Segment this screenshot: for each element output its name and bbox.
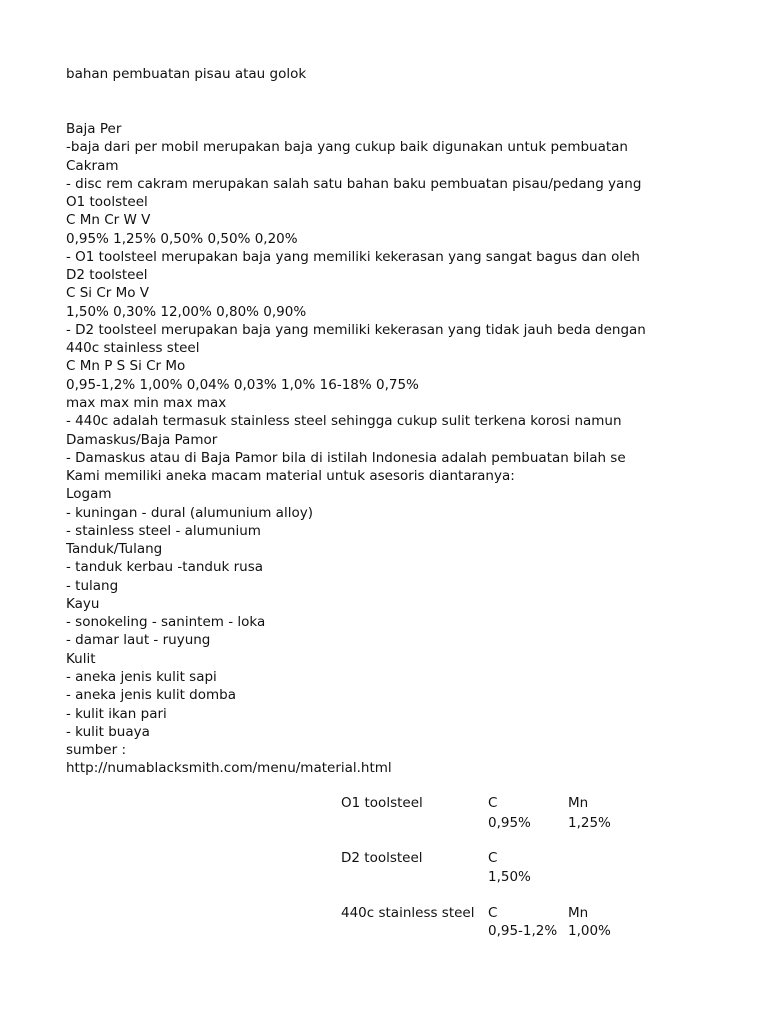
table-header-cell: Mn [568,795,589,811]
table-header-cell: C [488,850,498,866]
text-line: - aneka jenis kulit sapi [66,668,217,685]
text-line: C Si Cr Mo V [66,285,150,302]
text-line: - damar laut - ruyung [66,632,211,649]
table-value-cell: 0,95-1,2% [488,923,558,939]
text-line: - D2 toolsteel merupakan baja yang memiliki kekerasan yang tidak jauh beda dengan [66,321,646,338]
text-line: Cakram [66,157,119,174]
text-line: sumber : [66,742,127,759]
table-value-cell: 1,25% [568,815,611,831]
text-line: C Mn P S Si Cr Mo [66,358,186,375]
table-value-cell: 1,00% [568,923,611,939]
text-line: Kami memiliki aneka macam material untuk asesoris diantaranya: [66,468,515,485]
text-line: - aneka jenis kulit domba [66,687,236,704]
text-line: Damaskus/Baja Pamor [66,431,218,448]
table-value-cell: 1,50% [488,869,531,885]
text-line: max max min max max [66,394,227,411]
table-row-label: O1 toolsteel [341,795,423,811]
document-title: bahan pembuatan pisau atau golok [66,66,307,82]
text-line: Tanduk/Tulang [66,541,163,558]
text-line: - stainless steel - alumunium [66,522,261,539]
text-line: - 440c adalah termasuk stainless steel sehingga cukup sulit terkena korosi namun [66,413,622,430]
text-line: - kuningan - dural (alumunium alloy) [66,504,313,521]
table-value-cell: 0,95% [488,815,531,831]
table-header-cell: C [488,905,498,921]
text-line: http://numablacksmith.com/menu/material.html [66,760,392,777]
text-line: Baja Per [66,121,122,137]
text-line: 1,50% 0,30% 12,00% 0,80% 0,90% [66,303,307,320]
text-line: C Mn Cr W V [66,212,151,229]
text-line: - Damaskus atau di Baja Pamor bila di istilah Indonesia adalah pembuatan bilah se [66,449,626,466]
text-line: Kayu [66,595,100,612]
text-line: - disc rem cakram merupakan salah satu bahan baku pembuatan pisau/pedang yang [66,175,642,192]
text-line: O1 toolsteel [66,194,148,211]
text-line: 0,95-1,2% 1,00% 0,04% 0,03% 1,0% 16-18% 0,75% [66,376,419,393]
table-row-label: 440c stainless steel [341,905,475,921]
text-line: - kulit buaya [66,723,150,740]
text-line: Kulit [66,650,96,667]
text-line: - tulang [66,577,119,594]
text-line: - kulit ikan pari [66,705,167,722]
text-line: 0,95% 1,25% 0,50% 0,50% 0,20% [66,230,298,247]
table-row-label: D2 toolsteel [341,850,423,866]
text-line: D2 toolsteel [66,267,148,284]
text-line: - tanduk kerbau -tanduk rusa [66,559,264,576]
document-body [66,120,650,778]
table-header-cell: Mn [568,905,589,921]
text-line: - sonokeling - sanintem - loka [66,614,266,631]
text-line: 440c stainless steel [66,340,200,357]
table-header-cell: C [488,795,498,811]
text-line: -baja dari per mobil merupakan baja yang cukup baik digunakan untuk pembuatan [66,139,628,156]
text-line: - O1 toolsteel merupakan baja yang memiliki kekerasan yang sangat bagus dan oleh [66,248,640,265]
text-line: Logam [66,486,112,503]
